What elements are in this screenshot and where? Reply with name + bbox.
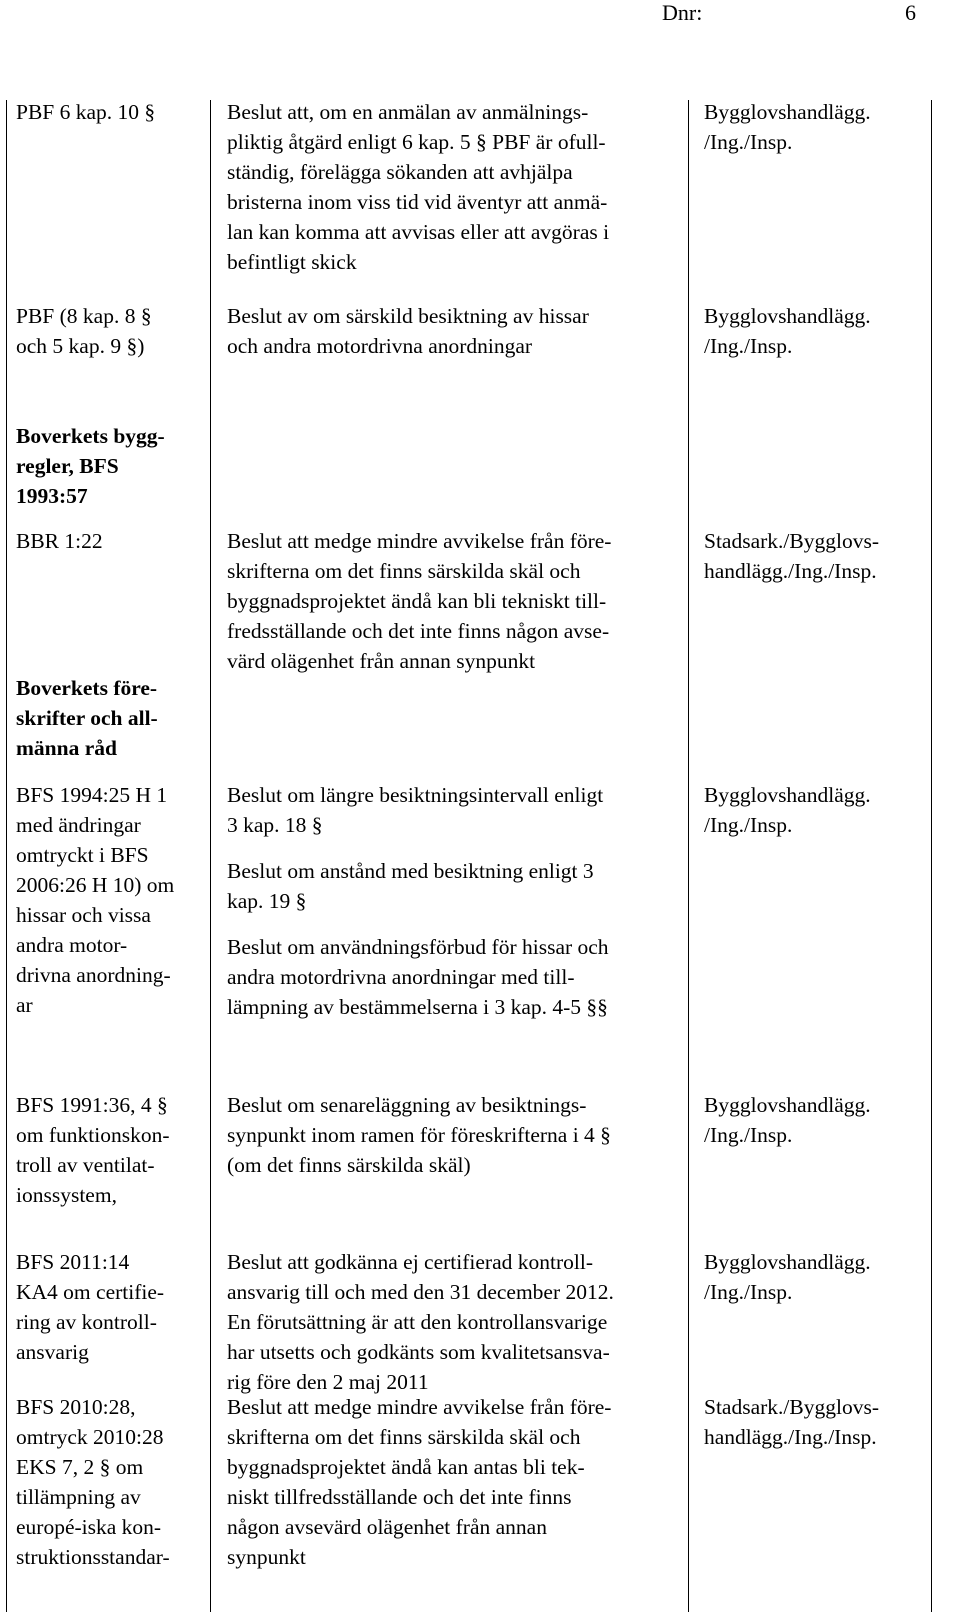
dnr-label: Dnr: <box>662 0 703 25</box>
section-heading: skrifter och all- <box>16 706 158 730</box>
decision-text: synpunkt <box>227 1545 306 1569</box>
table-divider <box>210 100 211 1612</box>
decision-text: befintligt skick <box>227 250 357 274</box>
delegate-role: handlägg./Ing./Insp. <box>704 559 877 583</box>
section-heading: männa råd <box>16 736 117 760</box>
decision-text: 3 kap. 18 § <box>227 813 323 837</box>
decision-text: andra motordrivna anordningar med till- <box>227 965 575 989</box>
regulation-ref: BFS 1994:25 H 1 <box>16 783 168 807</box>
decision-text: lan kan komma att avvisas eller att avgöras i <box>227 220 610 244</box>
decision-text: och andra motordrivna anordningar <box>227 334 533 358</box>
decision-text: har utsetts och godkänts som kvalitetsansva- <box>227 1340 610 1364</box>
regulation-ref: BFS 1991:36, 4 § <box>16 1093 168 1117</box>
regulation-ref: hissar och vissa <box>16 903 151 927</box>
decision-text: skrifterna om det finns särskilda skäl och <box>227 559 581 583</box>
decision-text: pliktig åtgärd enligt 6 kap. 5 § PBF är ofull- <box>227 130 606 154</box>
decision-text: Beslut att, om en anmälan av anmälnings- <box>227 100 589 124</box>
decision-text: Beslut om senareläggning av besiktnings- <box>227 1093 587 1117</box>
decision-text: Beslut av om särskild besiktning av hissar <box>227 304 589 328</box>
regulation-ref: PBF (8 kap. 8 § <box>16 304 152 328</box>
regulation-ref: troll av ventilat- <box>16 1153 155 1177</box>
delegate-role: Stadsark./Bygglovs- <box>704 529 879 553</box>
table-border-left <box>6 100 7 1612</box>
delegate-role: Bygglovshandlägg. <box>704 1250 871 1274</box>
regulation-ref: PBF 6 kap. 10 § <box>16 100 156 124</box>
regulation-ref: BFS 2011:14 <box>16 1250 130 1274</box>
decision-text: synpunkt inom ramen för föreskrifterna i 4 § <box>227 1123 611 1147</box>
regulation-ref: andra motor- <box>16 933 128 957</box>
table-divider <box>688 100 689 1612</box>
delegate-role: /Ing./Insp. <box>704 130 793 154</box>
delegate-role: Bygglovshandlägg. <box>704 1093 871 1117</box>
section-heading: Boverkets bygg- <box>16 424 165 448</box>
decision-text: Beslut om anstånd med besiktning enligt 3 <box>227 859 594 883</box>
regulation-ref: struktionsstandar- <box>16 1545 170 1569</box>
regulation-ref: BFS 2010:28, <box>16 1395 136 1419</box>
delegate-role: Bygglovshandlägg. <box>704 304 871 328</box>
delegate-role: handlägg./Ing./Insp. <box>704 1425 877 1449</box>
decision-text: Beslut om längre besiktningsintervall enligt <box>227 783 604 807</box>
decision-text: En förutsättning är att den kontrollansvarige <box>227 1310 608 1334</box>
section-heading: Boverkets före- <box>16 676 158 700</box>
decision-text: kap. 19 § <box>227 889 307 913</box>
regulation-ref: KA4 om certifie- <box>16 1280 165 1304</box>
delegate-role: Bygglovshandlägg. <box>704 100 871 124</box>
regulation-ref: om funktionskon- <box>16 1123 170 1147</box>
regulation-ref: med ändringar <box>16 813 141 837</box>
delegate-role: Bygglovshandlägg. <box>704 783 871 807</box>
decision-text: (om det finns särskilda skäl) <box>227 1153 471 1177</box>
section-heading: regler, BFS <box>16 454 119 478</box>
decision-text: Beslut att medge mindre avvikelse från före- <box>227 529 612 553</box>
regulation-ref: omtryckt i BFS <box>16 843 149 867</box>
decision-text: Beslut att godkänna ej certifierad kontroll- <box>227 1250 593 1274</box>
page-number: 6 <box>905 0 916 25</box>
delegate-role: Stadsark./Bygglovs- <box>704 1395 879 1419</box>
table-border-right <box>931 100 932 1612</box>
decision-text: värd olägenhet från annan synpunkt <box>227 649 536 673</box>
decision-text: Beslut att medge mindre avvikelse från före- <box>227 1395 612 1419</box>
regulation-ref: ansvarig <box>16 1340 89 1364</box>
regulation-ref: och 5 kap. 9 §) <box>16 334 145 358</box>
regulation-ref: ionssystem, <box>16 1183 117 1207</box>
delegate-role: /Ing./Insp. <box>704 813 793 837</box>
decision-text: byggnadsprojektet ändå kan antas bli tek- <box>227 1455 585 1479</box>
decision-text: rig före den 2 maj 2011 <box>227 1370 429 1394</box>
delegate-role: /Ing./Insp. <box>704 1123 793 1147</box>
regulation-ref: ar <box>16 993 33 1017</box>
regulation-ref: EKS 7, 2 § om <box>16 1455 144 1479</box>
regulation-ref: ring av kontroll- <box>16 1310 157 1334</box>
decision-text: skrifterna om det finns särskilda skäl och <box>227 1425 581 1449</box>
decision-text: ständig, förelägga sökanden att avhjälpa <box>227 160 573 184</box>
section-heading: 1993:57 <box>16 484 88 508</box>
delegate-role: /Ing./Insp. <box>704 334 793 358</box>
decision-text: niskt tillfredsställande och det inte finns <box>227 1485 572 1509</box>
decision-text: fredsställande och det inte finns någon avse- <box>227 619 610 643</box>
decision-text: Beslut om användningsförbud för hissar och <box>227 935 609 959</box>
decision-text: ansvarig till och med den 31 december 2012. <box>227 1280 614 1304</box>
regulation-ref: omtryck 2010:28 <box>16 1425 164 1449</box>
decision-text: lämpning av bestämmelserna i 3 kap. 4-5 §§ <box>227 995 608 1019</box>
delegate-role: /Ing./Insp. <box>704 1280 793 1304</box>
decision-text: byggnadsprojektet ändå kan bli tekniskt till- <box>227 589 607 613</box>
decision-text: någon avsevärd olägenhet från annan <box>227 1515 547 1539</box>
decision-text: bristerna inom viss tid vid äventyr att anmä- <box>227 190 608 214</box>
regulation-ref: drivna anordning- <box>16 963 171 987</box>
regulation-ref: europé-iska kon- <box>16 1515 162 1539</box>
regulation-ref: BBR 1:22 <box>16 529 103 553</box>
regulation-ref: tillämpning av <box>16 1485 141 1509</box>
regulation-ref: 2006:26 H 10) om <box>16 873 175 897</box>
